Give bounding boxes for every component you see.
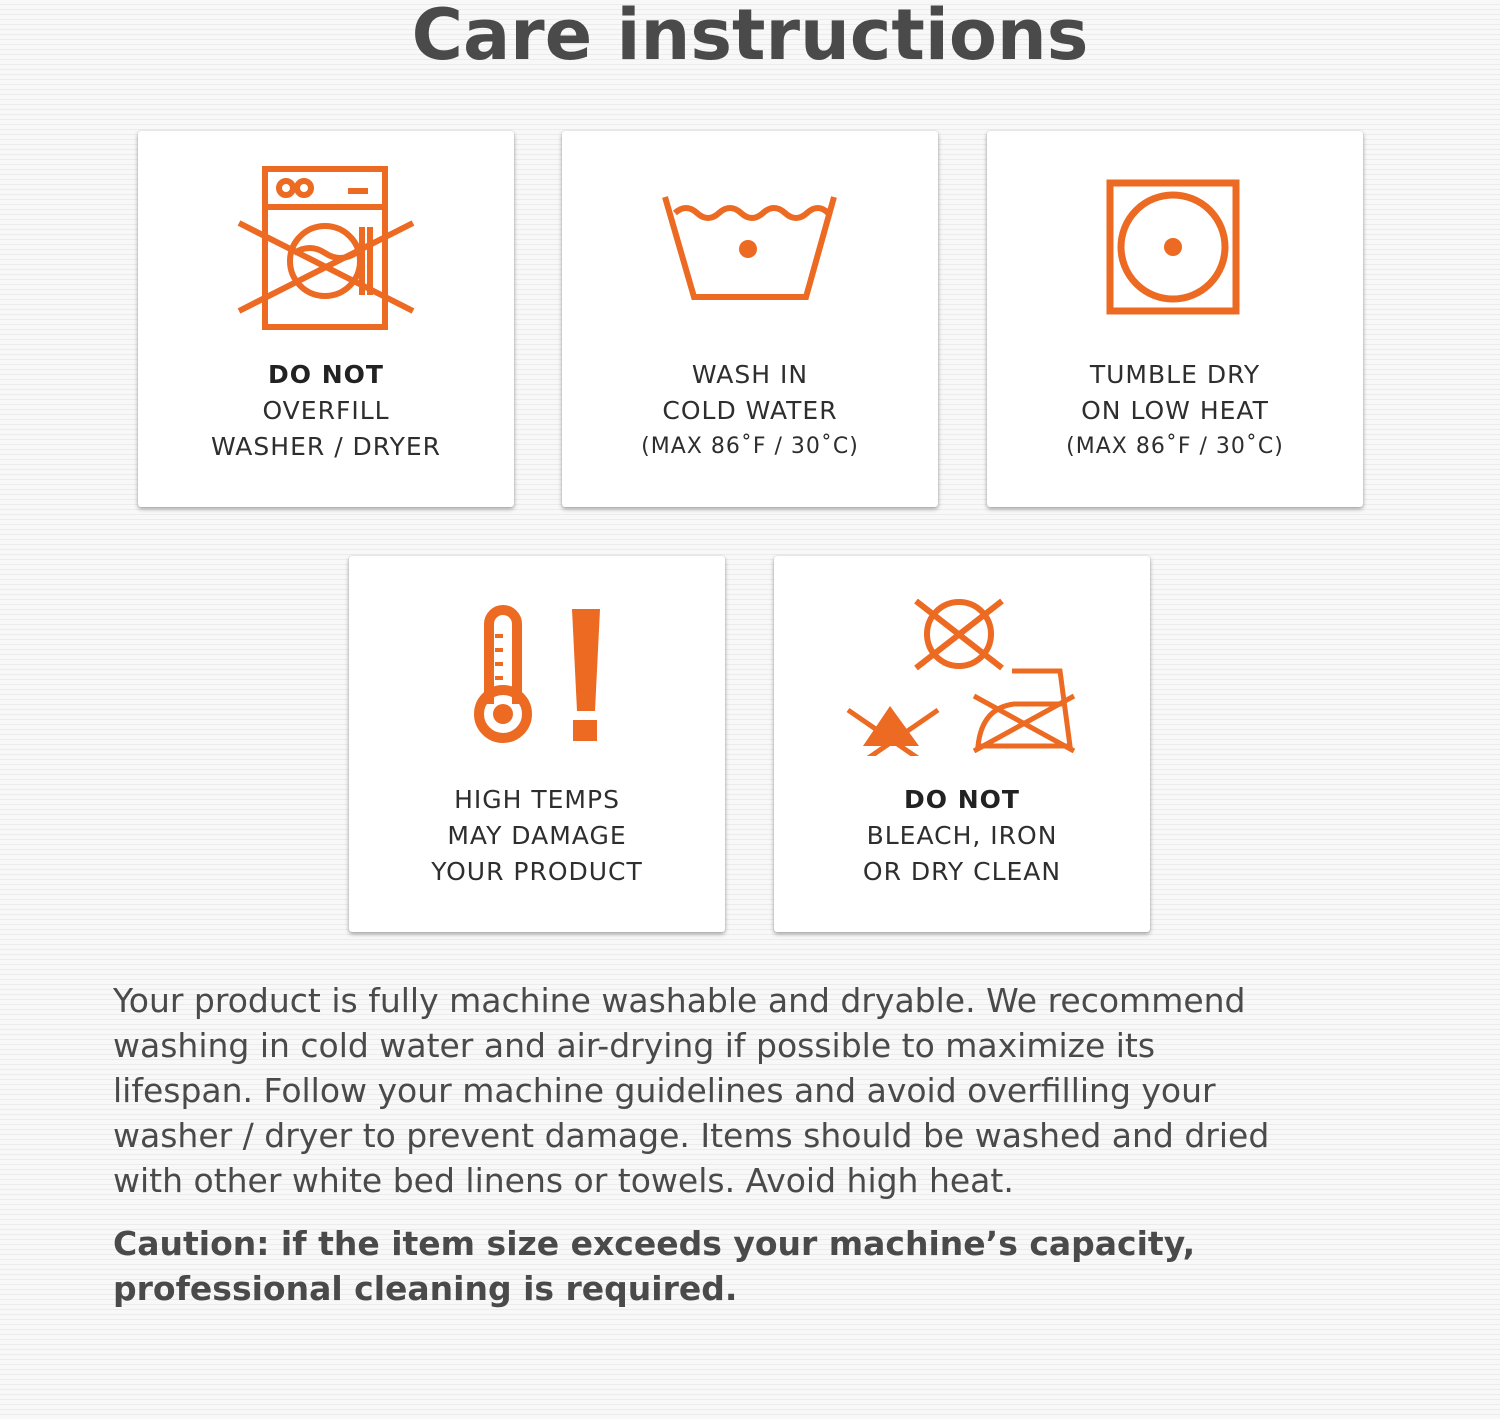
description-line: washer / dryer to prevent damage. Items should be washed and dried	[113, 1116, 1270, 1155]
care-card-do-not-overfill	[138, 131, 514, 507]
page-title: Care instructions	[411, 0, 1089, 76]
care-card-wash-cold	[562, 131, 938, 507]
description-line: Your product is fully machine washable and dryable. We recommend	[113, 981, 1246, 1020]
care-card-label: DO NOT BLEACH, IRON OR DRY CLEAN	[862, 785, 1062, 886]
care-card-no-bleach-iron-dryclean	[774, 556, 1150, 932]
thermometer-warning-icon	[349, 586, 725, 766]
care-card-high-temps	[349, 556, 725, 932]
description-line: with other white bed linens or towels. Avoid high heat.	[113, 1161, 1014, 1200]
washing-machine-crossed-icon	[138, 161, 514, 341]
wash-tub-one-dot-icon	[562, 161, 938, 341]
care-card-label: TUMBLE DRY ON LOW HEAT (MAX 86˚F / 30˚C)	[1066, 360, 1284, 459]
description-line: washing in cold water and air-drying if possible to maximize its	[113, 1026, 1156, 1065]
care-card-tumble-dry	[987, 131, 1363, 507]
description-line: lifespan. Follow your machine guidelines and avoid overfilling your	[113, 1071, 1216, 1110]
caution-line: professional cleaning is required.	[113, 1269, 738, 1308]
caution-line: Caution: if the item size exceeds your machine’s capacity,	[113, 1224, 1196, 1263]
care-description	[113, 978, 1403, 1203]
care-card-label: WASH IN COLD WATER (MAX 86˚F / 30˚C)	[641, 360, 859, 459]
care-card-label: DO NOT OVERFILL WASHER / DRYER	[210, 360, 442, 461]
caution-note	[113, 1221, 1313, 1311]
care-card-label: HIGH TEMPS MAY DAMAGE YOUR PRODUCT	[431, 785, 643, 886]
tumble-dry-low-icon	[987, 161, 1363, 341]
no-bleach-iron-dryclean-icon	[774, 586, 1150, 766]
